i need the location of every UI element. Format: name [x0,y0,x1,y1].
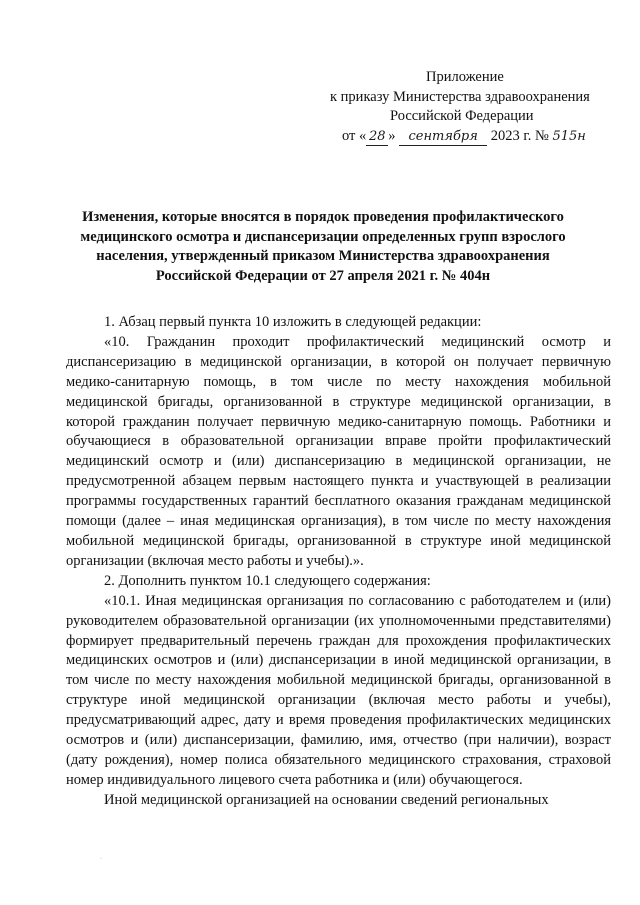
handwritten-day: 28 [366,129,388,146]
appendix-header [322,68,622,146]
title-line-2: медицинского осмотра и диспансеризации определенных групп взрослого [80,228,566,245]
handwritten-month: сентября [399,129,487,146]
document-body [66,313,611,811]
appendix-line-1: Приложение [426,69,504,85]
date-close-quote: » [388,127,396,144]
title-line-1: Изменения, которые вносятся в порядок проведения профилактического [82,209,564,225]
appendix-line-2: к приказу Министерства здравоохранения [330,88,590,105]
paragraph-5: Иной медицинской организацией на основании сведений региональных [104,791,549,808]
date-prefix: от « [342,127,367,144]
scan-speck: · [100,856,102,862]
paragraph-3: 2. Дополнить пунктом 10.1 следующего содержания: [104,572,431,589]
title-line-4: Российской Федерации от 27 апреля 2021 г. № 404н [155,267,491,284]
title-line-3: населения, утвержденный приказом Министерства здравоохранения [96,248,550,264]
year-and-number-label: 2023 г. № [490,127,549,144]
paragraph-2: «10. Гражданин проходит профилактический медицинский осмотр и диспансеризацию в медицинской организации, в которой он получает первичную медико-санитарную помощь, в том числе по месту нахождения мобильной медицинской бригады, организованной в структуре медицинской организации, в которой гражданин получает первичную медико-санитарную помощь. Работники и обучающиеся в образовательной организации вправе пройти профилактический медицинский осмотр и (или) диспансеризацию в медицинской организации, не предусмотренной абзацем первым настоящего пункта и участвующей в реализации программы государственных гарантий бесплатного оказания гражданам медицинской помощи (далее – иная медицинская организация), в том числе по месту нахождения мобильной медицинской бригады, организованной в структуре иной медицинской организации (включая место работы и учебы).». [66,333,611,569]
paragraph-4: «10.1. Иная медицинская организация по согласованию с работодателем и (или) руководителем образовательной организации (их уполномоченными представителями) формирует предварительный перечень граждан для прохождения профилактических медицинских осмотров и (или) диспансеризации в иной медицинской организации, в том числе по месту нахождения мобильной медицинской бригады, организованной в структуре иной медицинской организации (включая место работы и учебы), предусматривающий адрес, дату и время проведения профилактических медицинских осмотров и (или) диспансеризации, фамилию, имя, отчество (при наличии), возраст (дату рождения), номер полиса обязательного медицинского страхования, страховой номер индивидуального лицевого счета работника и (или) обучающегося. [66,592,611,788]
appendix-date-line [322,127,622,147]
handwritten-order-number: 515н [552,128,586,144]
paragraph-1: 1. Абзац первый пункта 10 изложить в следующей редакции: [104,314,482,330]
document-title [80,208,566,286]
appendix-line-3: Российской Федерации [390,108,534,124]
